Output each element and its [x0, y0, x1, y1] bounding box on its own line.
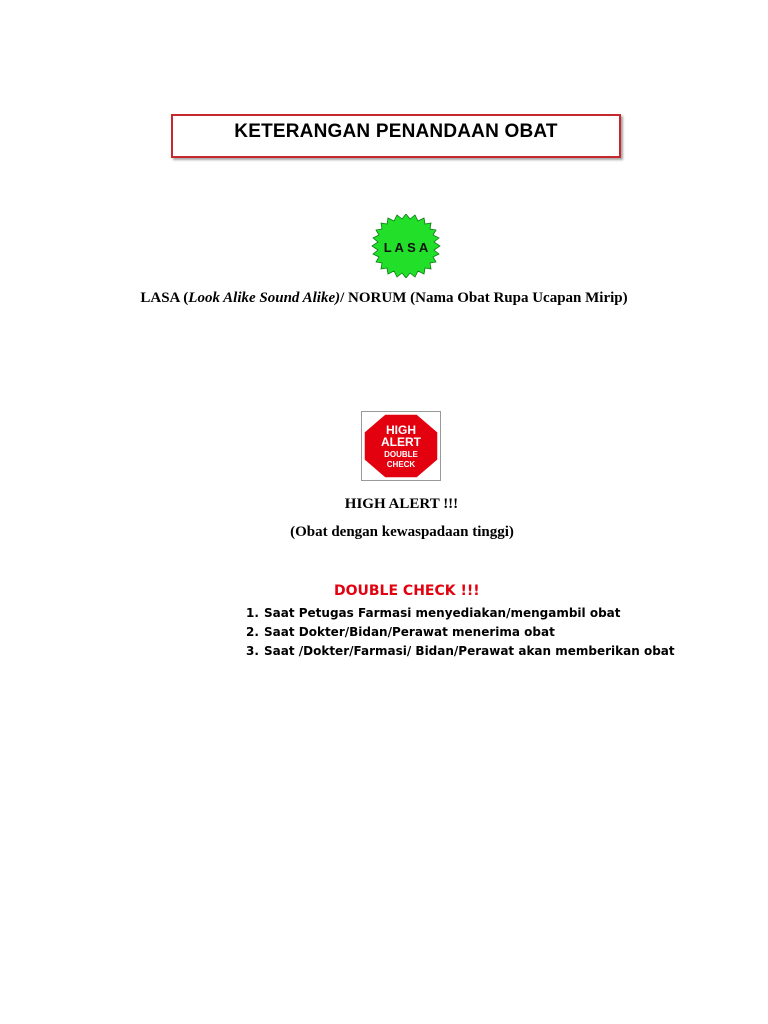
list-item-text: Saat /Dokter/Farmasi/ Bidan/Perawat akan memberikan obat	[264, 644, 675, 658]
lasa-badge-text: L A S A	[383, 240, 429, 255]
lasa-desc-prefix: LASA (	[140, 290, 189, 306]
high-alert-line2: ALERT	[381, 435, 421, 449]
high-alert-line4: CHECK	[386, 460, 416, 469]
high-alert-line3: DOUBLE	[384, 450, 418, 459]
double-check-heading: DOUBLE CHECK !!!	[334, 583, 480, 599]
list-item-number: 3.	[246, 644, 259, 658]
title-box	[171, 114, 621, 158]
high-alert-stop-sign-icon	[362, 412, 440, 480]
list-item-text: Saat Dokter/Bidan/Perawat menerima obat	[264, 625, 555, 639]
page-title: KETERANGAN PENANDAAN OBAT	[234, 121, 558, 142]
list-item	[246, 642, 675, 661]
high-alert-badge	[361, 411, 441, 481]
list-item-number: 1.	[246, 606, 259, 620]
lasa-desc-italic: Look Alike Sound Alike)	[188, 290, 341, 306]
lasa-description	[0, 290, 768, 307]
high-alert-description: (Obat dengan kewaspadaan tinggi)	[290, 524, 514, 540]
double-check-list	[246, 604, 675, 661]
list-item	[246, 604, 675, 623]
lasa-desc-suffix: / NORUM (Nama Obat Rupa Ucapan Mirip)	[340, 290, 628, 306]
list-item-text: Saat Petugas Farmasi menyediakan/mengambil obat	[264, 606, 621, 620]
high-alert-line1: HIGH	[386, 423, 416, 437]
list-item	[246, 623, 675, 642]
lasa-badge-icon	[370, 214, 442, 278]
high-alert-title: HIGH ALERT !!!	[344, 496, 459, 512]
list-item-number: 2.	[246, 625, 259, 639]
